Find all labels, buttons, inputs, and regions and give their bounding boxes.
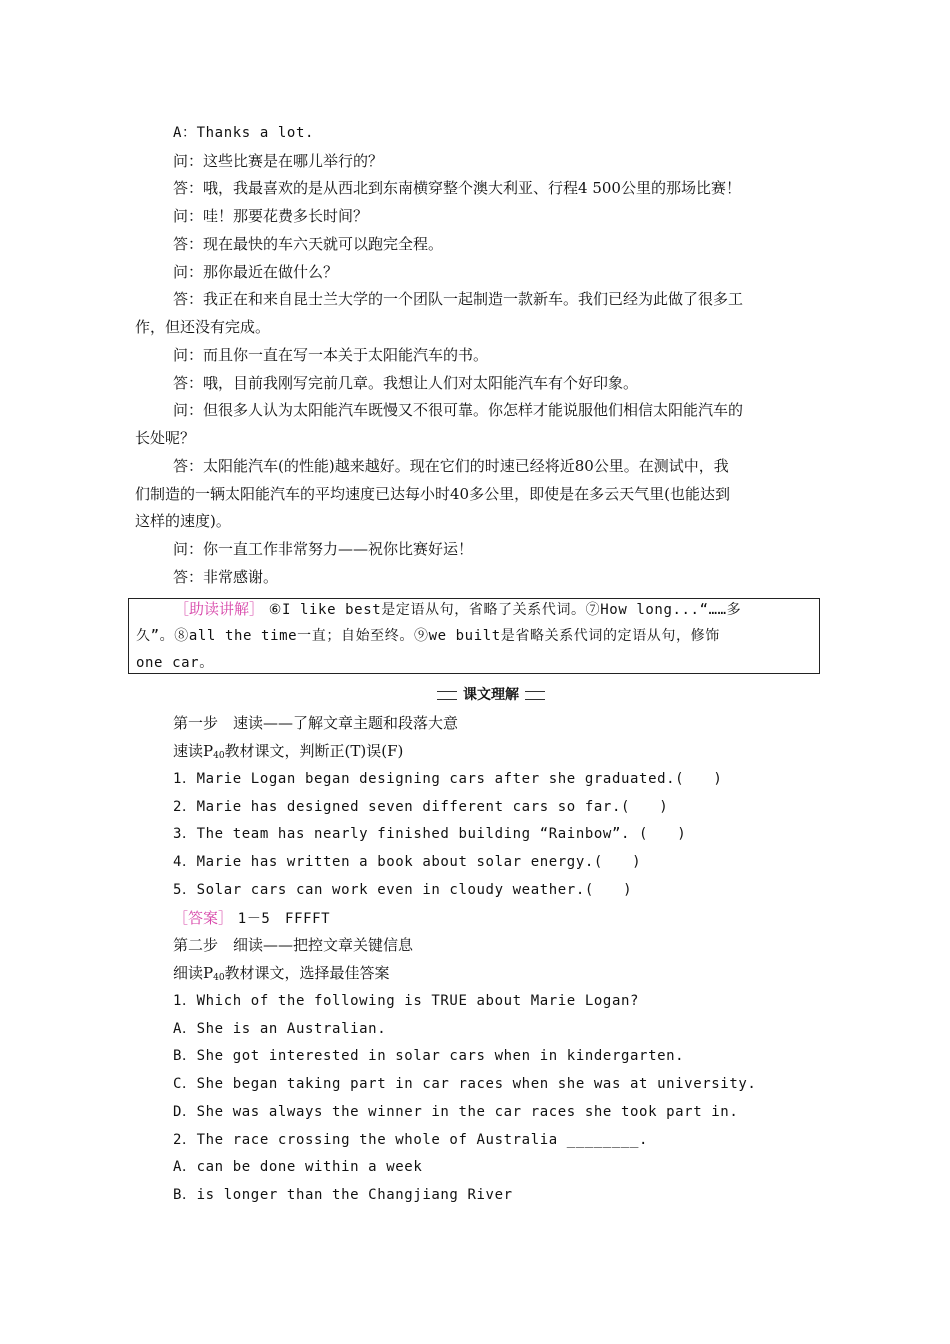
interview-line: 答：哦，我最喜欢的是从西北到东南横穿整个澳大利亚、行程4 500公里的那场比赛！ [173, 179, 741, 197]
notes-line: 久”。⑧all the time一直；自始至终。⑨we built是省略关系代词的定语从句，修饰 [136, 628, 720, 644]
interview-line: 问：而且你一直在写一本关于太阳能汽车的书。 [173, 346, 489, 364]
reading-notes-box [128, 598, 820, 674]
tf-item: 1．Marie Logan began designing cars after she graduated.( ) [173, 771, 723, 787]
option: A．She is an Australian. [173, 1021, 387, 1037]
tf-item: 5．Solar cars can work even in cloudy weather.( ) [173, 882, 633, 898]
step1-title: 第一步 速读——了解文章主题和段落大意 [173, 714, 459, 732]
tf-item: 2．Marie has designed seven different cars so far.( ) [173, 799, 669, 815]
interview-line: 答：我正在和来自昆士兰大学的一个团队一起制造一款新车。我们已经为此做了很多工 [173, 290, 744, 308]
option: C．She began taking part in car races when she was at university. [173, 1076, 757, 1092]
notes-line: one car。 [136, 655, 214, 671]
notes-line [174, 599, 741, 620]
section-heading: 课文理解 [437, 687, 545, 703]
question: 2．The race crossing the whole of Australia ________. [173, 1132, 649, 1148]
interview-line: 作，但还没有完成。 [135, 318, 271, 336]
answer-tag: ［答案］ [173, 909, 234, 927]
interview-line: 答：非常感谢。 [173, 568, 279, 586]
notes-text: ⑥I like best是定语从句，省略了关系代词。⑦How long...“……多 [268, 602, 742, 618]
option: B．She got interested in solar cars when in kindergarten. [173, 1048, 685, 1064]
tf-item: 4．Marie has written a book about solar energy.( ) [173, 854, 642, 870]
answer-text: 1－5 FFFFT [237, 911, 331, 927]
interview-line: 问：这些比赛是在哪儿举行的？ [173, 152, 384, 170]
tf-item: 3．The team has nearly finished building “Rainbow”. ( ) [173, 826, 687, 842]
interview-line: 问：那你最近在做什么？ [173, 263, 339, 281]
step2-instruction: 细读$P_{40}$教材课文，选择最佳答案 [173, 964, 390, 983]
option: B．is longer than the Changjiang River [173, 1187, 513, 1203]
interview-line: 问：但很多人认为太阳能汽车既慢又不很可靠。你怎样才能说服他们相信太阳能汽车的 [173, 401, 744, 419]
interview-line: 这样的速度)。 [135, 512, 231, 530]
interview-line: 问：你一直工作非常努力——祝你比赛好运！ [173, 540, 474, 558]
interview-line: A：Thanks a lot. [173, 125, 315, 141]
question: 1．Which of the following is TRUE about Marie Logan? [173, 993, 640, 1009]
interview-line: 答：太阳能汽车(的性能)越来越好。现在它们的时速已经将近80公里。在测试中，我 [173, 457, 729, 475]
interview-line: 答：哦，目前我刚写完前几章。我想让人们对太阳能汽车有个好印象。 [173, 374, 639, 392]
interview-line: 答：现在最快的车六天就可以跑完全程。 [173, 235, 444, 253]
option: A．can be done within a week [173, 1159, 423, 1175]
interview-line: 长处呢？ [135, 429, 196, 447]
step1-instruction: 速读$P_{40}$教材课文，判断正(T)误(F) [173, 742, 404, 761]
option: D．She was always the winner in the car races she took part in. [173, 1104, 739, 1120]
interview-line: 问：哇！那要花费多长时间？ [173, 207, 369, 225]
interview-line: 们制造的一辆太阳能汽车的平均速度已达每小时40多公里，即使是在多云天气里(也能达到 [135, 485, 730, 503]
step2-title: 第二步 细读——把控文章关键信息 [173, 936, 414, 954]
answer-line [173, 908, 822, 929]
notes-tag: ［助读讲解］ [174, 600, 265, 618]
